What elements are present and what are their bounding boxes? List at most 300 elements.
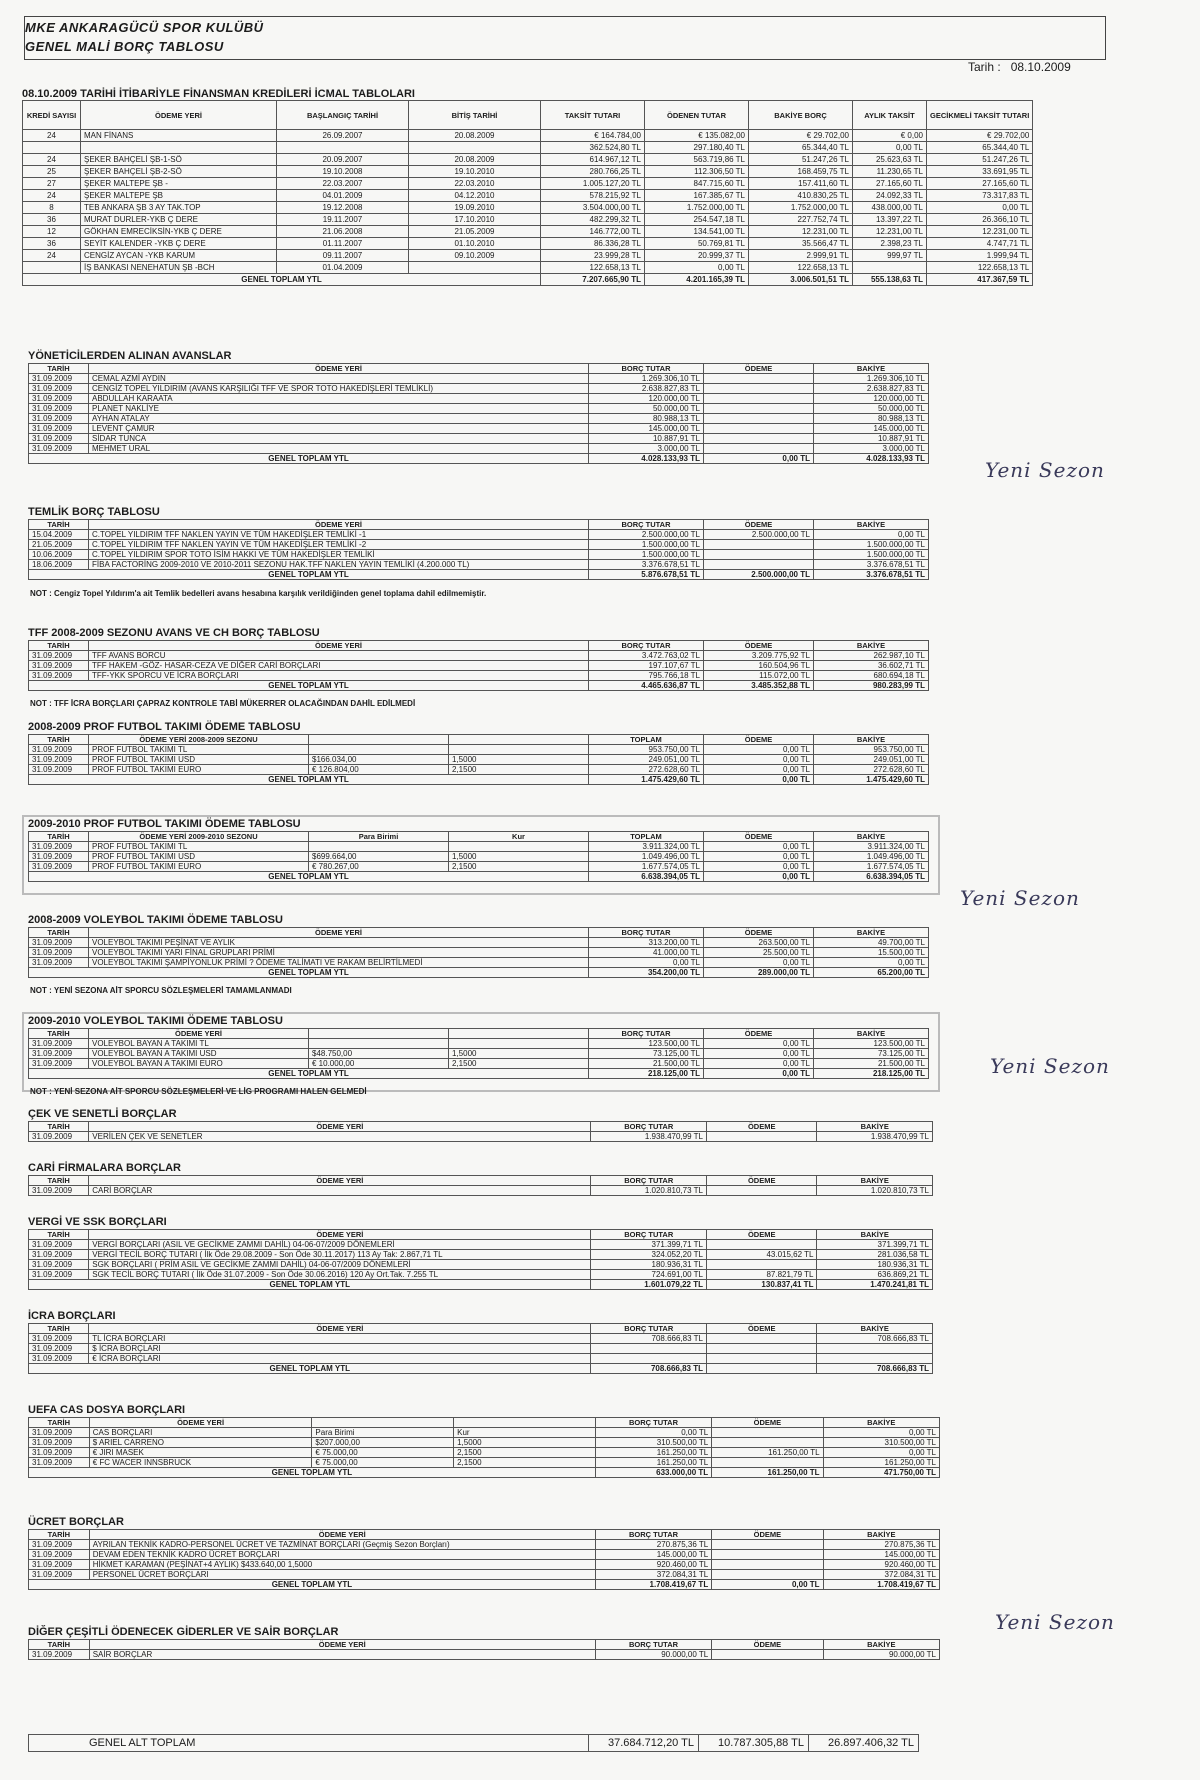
column-header: TARİH xyxy=(29,1640,90,1650)
table-cell: 1.500.000,00 TL xyxy=(814,550,929,560)
table-cell: 0,00 TL xyxy=(704,862,814,872)
table-cell: 65.344,40 TL xyxy=(749,142,853,154)
table-cell: 0,00 TL xyxy=(704,765,814,775)
table-row xyxy=(29,1344,933,1354)
header-row xyxy=(29,1122,933,1132)
column-header: BORÇ TUTAR xyxy=(595,1530,711,1540)
table-row xyxy=(29,1448,940,1458)
table-row xyxy=(29,661,929,671)
table-row xyxy=(29,1250,933,1260)
grand-total-row xyxy=(28,1734,919,1752)
total-value: 4.201.165,39 TL xyxy=(645,274,749,286)
total-value: 1.601.079,22 TL xyxy=(591,1280,707,1290)
table-cell: 145.000,00 TL xyxy=(814,424,929,434)
table-row xyxy=(29,671,929,681)
column-header: ÖDEME YERİ xyxy=(89,1176,591,1186)
table-cell: 35.566,47 TL xyxy=(749,238,853,250)
section-note: NOT : TFF İCRA BORÇLARI ÇAPRAZ KONTROLE TABİ MÜKERRER OLACAĞINDAN DAHİL EDİLMEDİ xyxy=(30,699,416,708)
column-header: ÖDEME YERİ xyxy=(89,1418,312,1428)
table-cell: € 164.784,00 xyxy=(541,130,645,142)
table-cell: 2,1500 xyxy=(449,862,589,872)
section-table xyxy=(28,1639,940,1660)
table-cell: 115.072,00 TL xyxy=(704,671,814,681)
column-header: ÖDEME xyxy=(704,641,814,651)
table-cell: 20.09.2007 xyxy=(277,154,409,166)
table-cell: 161.250,00 TL xyxy=(712,1448,823,1458)
column-header: BİTİŞ TARİHİ xyxy=(409,101,541,130)
table-cell: 1.269.306,10 TL xyxy=(814,374,929,384)
table-cell xyxy=(712,1428,823,1438)
table-cell: 1,5000 xyxy=(449,755,589,765)
column-header: ÖDEME YERİ xyxy=(81,101,277,130)
total-row xyxy=(29,1280,933,1290)
table-cell xyxy=(704,414,814,424)
table-cell: 1.500.000,00 TL xyxy=(589,550,704,560)
table-cell: İŞ BANKASI NENEHATUN ŞB -BCH xyxy=(81,262,277,274)
table-cell: 26.09.2007 xyxy=(277,130,409,142)
table-cell: 3.504.000,00 TL xyxy=(541,202,645,214)
table-cell xyxy=(704,384,814,394)
section-table xyxy=(28,1417,940,1478)
table-cell: 0,00 TL xyxy=(704,1049,814,1059)
table-cell xyxy=(817,1354,933,1364)
table-row xyxy=(29,862,929,872)
finance-credit-table xyxy=(22,100,1033,286)
column-header: ÖDEME YERİ 2008-2009 SEZONU xyxy=(89,735,309,745)
table-cell: 24 xyxy=(23,250,81,262)
table-row xyxy=(23,178,1033,190)
table-row xyxy=(29,765,929,775)
table-cell: 263.500,00 TL xyxy=(704,938,814,948)
column-header: TOPLAM xyxy=(589,832,704,842)
total-value xyxy=(706,1364,816,1374)
table-row xyxy=(29,1354,933,1364)
table-cell: VERGİ BORÇLARI (ASIL VE GECİKME ZAMMI DAHİL) 04-06-07/2009 DÖNEMLERİ xyxy=(89,1240,591,1250)
table-cell: 31.09.2009 xyxy=(29,755,89,765)
total-value: 1.470.241,81 TL xyxy=(817,1280,933,1290)
table-cell xyxy=(712,1438,823,1448)
table-cell: VOLEYBOL BAYAN A TAKIMI EURO xyxy=(89,1059,309,1069)
table-cell: 10.887,91 TL xyxy=(589,434,704,444)
column-header: ÖDEME xyxy=(706,1230,816,1240)
table-cell: 123.500,00 TL xyxy=(814,1039,929,1049)
table-cell: 01.10.2010 xyxy=(409,238,541,250)
column-header: Para Birimi xyxy=(309,832,449,842)
club-name: MKE ANKARAGÜCÜ SPOR KULÜBÜ xyxy=(25,20,264,35)
column-header: ÖDEME YERİ xyxy=(89,1029,309,1039)
column-header xyxy=(309,735,449,745)
table-cell: 31.09.2009 xyxy=(29,1570,90,1580)
table-cell: 31.09.2009 xyxy=(29,1438,90,1448)
document-header xyxy=(24,16,1106,60)
table-cell: 2.500.000,00 TL xyxy=(589,530,704,540)
table-row xyxy=(23,130,1033,142)
table-cell: 31.09.2009 xyxy=(29,1250,89,1260)
table-row xyxy=(29,530,929,540)
table-cell: 3.472.763,02 TL xyxy=(589,651,704,661)
section-table xyxy=(28,1175,933,1196)
table-row xyxy=(29,384,929,394)
table-row xyxy=(29,374,929,384)
column-header: GECİKMELİ TAKSİT TUTARI xyxy=(927,101,1033,130)
table-cell: 112.306,50 TL xyxy=(645,166,749,178)
table-cell: 3.376.678,51 TL xyxy=(814,560,929,570)
table-cell: 04.01.2009 xyxy=(277,190,409,202)
table-cell: 3.376.678,51 TL xyxy=(589,560,704,570)
table-cell: 22.03.2010 xyxy=(409,178,541,190)
column-header: ÖDEME YERİ xyxy=(89,1122,591,1132)
table-cell: CENGİZ AYCAN -YKB KARUM xyxy=(81,250,277,262)
table-row xyxy=(29,404,929,414)
table-cell: 31.09.2009 xyxy=(29,1132,89,1142)
column-header: BAKİYE xyxy=(814,520,929,530)
table-row xyxy=(29,414,929,424)
table-row xyxy=(29,842,929,852)
table-cell: 19.09.2010 xyxy=(409,202,541,214)
section-title: VERGİ VE SSK BORÇLARI xyxy=(28,1216,167,1228)
total-value: 1.708.419,67 TL xyxy=(823,1580,939,1590)
table-row xyxy=(29,1550,940,1560)
table-cell: 180.936,31 TL xyxy=(817,1260,933,1270)
total-value: 4.465.636,87 TL xyxy=(589,681,704,691)
total-value: 5.876.678,51 TL xyxy=(589,570,704,580)
table-cell: CEMAL AZMİ AYDIN xyxy=(89,374,589,384)
column-header: AYLIK TAKSİT xyxy=(853,101,927,130)
table-cell: 920.460,00 TL xyxy=(823,1560,939,1570)
table-cell: 281.036,58 TL xyxy=(817,1250,933,1260)
table-cell: TFF AVANS BORCU xyxy=(89,651,589,661)
table-cell: 0,00 TL xyxy=(704,958,814,968)
table-row xyxy=(23,166,1033,178)
table-cell: 1.005.127,20 TL xyxy=(541,178,645,190)
table-cell: € 10.000,00 xyxy=(309,1059,449,1069)
total-row xyxy=(29,1580,940,1590)
table-cell: PLANET NAKLİYE xyxy=(89,404,589,414)
document-date: Tarih : 08.10.2009 xyxy=(968,60,1071,74)
table-cell: 31.09.2009 xyxy=(29,434,89,444)
table-cell: SİDAR TUNCA xyxy=(89,434,589,444)
table-cell: 21.500,00 TL xyxy=(814,1059,929,1069)
table-cell: 371.399,71 TL xyxy=(591,1240,707,1250)
table-cell: 122.658,13 TL xyxy=(927,262,1033,274)
table-cell: 65.344,40 TL xyxy=(927,142,1033,154)
table-cell: 31.09.2009 xyxy=(29,765,89,775)
table-row xyxy=(29,1570,940,1580)
column-header: ÖDEME YERİ xyxy=(89,1230,591,1240)
table-cell xyxy=(704,560,814,570)
column-header: TARİH xyxy=(29,1324,89,1334)
column-header: BORÇ TUTAR xyxy=(595,1418,711,1428)
table-cell: 51.247,26 TL xyxy=(927,154,1033,166)
table-cell: 3.911.324,00 TL xyxy=(814,842,929,852)
total-value: 4.028.133,93 TL xyxy=(814,454,929,464)
table-cell: € 29.702,00 xyxy=(927,130,1033,142)
table-cell: 11.230,65 TL xyxy=(853,166,927,178)
table-cell: 372.084,31 TL xyxy=(823,1570,939,1580)
section-table xyxy=(28,1028,929,1079)
table-cell: 1.677.574,05 TL xyxy=(814,862,929,872)
total-value: 7.207.665,90 TL xyxy=(541,274,645,286)
column-header xyxy=(454,1418,596,1428)
table-cell: FİBA FACTORİNG 2009-2010 VE 2010-2011 SEZONU HAK.TFF NAKLEN YAYIN TEMLİKİ (4.200.000 TL) xyxy=(89,560,589,570)
column-header: TARİH xyxy=(29,735,89,745)
table-cell xyxy=(704,444,814,454)
table-cell: ŞEKER BAHÇELİ ŞB-1-SÖ xyxy=(81,154,277,166)
total-label: GENEL TOPLAM YTL xyxy=(29,968,589,978)
table-cell: VOLEYBOL TAKIMI YARI FİNAL GRUPLARI PRİMİ xyxy=(89,948,589,958)
table-cell: 0,00 TL xyxy=(823,1428,939,1438)
table-row xyxy=(23,238,1033,250)
table-cell: 227.752,74 TL xyxy=(749,214,853,226)
grand-total-label: GENEL ALT TOPLAM xyxy=(29,1735,589,1752)
header-row xyxy=(29,1640,940,1650)
table-cell: 1,5000 xyxy=(449,1049,589,1059)
table-cell: 161.250,00 TL xyxy=(595,1448,711,1458)
table-cell: 324.052,20 TL xyxy=(591,1250,707,1260)
table-cell xyxy=(309,1039,449,1049)
table-cell: 920.460,00 TL xyxy=(595,1560,711,1570)
total-row xyxy=(29,775,929,785)
table-cell: CAS BORÇLARI xyxy=(89,1428,312,1438)
table-cell: 1.020.810,73 TL xyxy=(817,1186,933,1196)
table-cell: 73.125,00 TL xyxy=(814,1049,929,1059)
table-cell: 1.752.000,00 TL xyxy=(645,202,749,214)
table-cell: 1.269.306,10 TL xyxy=(589,374,704,384)
section-title: 2008-2009 PROF FUTBOL TAKIMI ÖDEME TABLOSU xyxy=(28,721,301,733)
table-cell: 847.715,60 TL xyxy=(645,178,749,190)
table-cell xyxy=(712,1560,823,1570)
table-cell: PROF FUTBOL TAKIMI USD xyxy=(89,755,309,765)
column-header: ÖDEME xyxy=(704,735,814,745)
table-cell: € JIRI MASEK xyxy=(89,1448,312,1458)
header-row xyxy=(29,1029,929,1039)
table-cell: $48.750,00 xyxy=(309,1049,449,1059)
table-cell: 27.165,60 TL xyxy=(853,178,927,190)
table-cell: € 126.804,00 xyxy=(309,765,449,775)
column-header: ÖDEME YERİ 2009-2010 SEZONU xyxy=(89,832,309,842)
total-value: 218.125,00 TL xyxy=(589,1069,704,1079)
grand-total-odeme: 10.787.305,88 TL xyxy=(699,1735,809,1752)
table-cell: 1.049.496,00 TL xyxy=(589,852,704,862)
table-cell: 25 xyxy=(23,166,81,178)
table-cell: 22.03.2007 xyxy=(277,178,409,190)
table-cell xyxy=(706,1354,816,1364)
column-header: TARİH xyxy=(29,520,89,530)
table-cell: 795.766,18 TL xyxy=(589,671,704,681)
table-row xyxy=(29,1240,933,1250)
table-cell: CARİ BORÇLAR xyxy=(89,1186,591,1196)
table-cell: 270.875,36 TL xyxy=(823,1540,939,1550)
section-title: 2009-2010 VOLEYBOL TAKIMI ÖDEME TABLOSU xyxy=(28,1015,283,1027)
table-cell: € 0,00 xyxy=(853,130,927,142)
table-cell: 0,00 TL xyxy=(814,958,929,968)
table-cell: 262.987,10 TL xyxy=(814,651,929,661)
table-cell xyxy=(706,1260,816,1270)
table-cell: 31.09.2009 xyxy=(29,1049,89,1059)
table-row xyxy=(29,1132,933,1142)
table-row xyxy=(23,202,1033,214)
total-value: 555.138,63 TL xyxy=(853,274,927,286)
table-cell: € FC WACER INNSBRUCK xyxy=(89,1458,312,1468)
table-cell: 1.938.470,99 TL xyxy=(591,1132,707,1142)
table-cell: 51.247,26 TL xyxy=(749,154,853,166)
section-table xyxy=(28,1121,933,1142)
column-header: ÖDEME xyxy=(704,364,814,374)
table-cell: 23.999,28 TL xyxy=(541,250,645,262)
table-cell: $207.000,00 xyxy=(312,1438,454,1448)
table-row xyxy=(29,1458,940,1468)
table-cell: € 75.000,00 xyxy=(312,1448,454,1458)
total-row xyxy=(29,454,929,464)
table-cell: 1.500.000,00 TL xyxy=(589,540,704,550)
table-cell xyxy=(704,550,814,560)
table-cell: 31.09.2009 xyxy=(29,1186,89,1196)
document-title: GENEL MALİ BORÇ TABLOSU xyxy=(25,39,224,54)
table-row xyxy=(29,394,929,404)
column-header: TARİH xyxy=(29,832,89,842)
table-cell: 1,5000 xyxy=(449,852,589,862)
table-cell: 3.911.324,00 TL xyxy=(589,842,704,852)
table-cell: 8 xyxy=(23,202,81,214)
total-label: GENEL TOPLAM YTL xyxy=(29,1069,589,1079)
table-cell: 31.09.2009 xyxy=(29,1039,89,1049)
table-cell: 160.504,96 TL xyxy=(704,661,814,671)
header-row xyxy=(29,928,929,938)
table-cell: 2,1500 xyxy=(454,1448,596,1458)
table-cell: 17.10.2010 xyxy=(409,214,541,226)
table-row xyxy=(29,1059,929,1069)
section-note: NOT : YENİ SEZONA AİT SPORCU SÖZLEŞMELERİ VE LİG PROGRAMI HALEN GELMEDİ xyxy=(30,1087,367,1096)
total-value: 633.000,00 TL xyxy=(595,1468,711,1478)
handwritten-note: Yeni Sezon xyxy=(960,886,1080,910)
header-row xyxy=(29,1176,933,1186)
total-value: 708.666,83 TL xyxy=(591,1364,707,1374)
table-cell: 122.658,13 TL xyxy=(749,262,853,274)
table-cell: AYRILAN TEKNİK KADRO-PERSONEL ÜCRET VE TAZMİNAT BORÇLARI (Geçmiş Sezon Borçları) xyxy=(89,1540,595,1550)
table-cell: 01.11.2007 xyxy=(277,238,409,250)
table-cell xyxy=(449,1039,589,1049)
column-header: BAKİYE xyxy=(823,1418,939,1428)
table-cell: 1.500.000,00 TL xyxy=(814,540,929,550)
table-cell: 36 xyxy=(23,214,81,226)
table-cell: 31.09.2009 xyxy=(29,394,89,404)
column-header xyxy=(312,1418,454,1428)
table-cell: MEHMET URAL xyxy=(89,444,589,454)
table-row xyxy=(23,250,1033,262)
table-cell: 20.08.2009 xyxy=(409,130,541,142)
table-cell xyxy=(81,142,277,154)
table-cell: 21.500,00 TL xyxy=(589,1059,704,1069)
table-cell: 19.12.2008 xyxy=(277,202,409,214)
table-cell xyxy=(712,1570,823,1580)
column-header: ÖDEME xyxy=(704,520,814,530)
table-cell: C.TOPEL YILDIRIM TFF NAKLEN YAYIN VE TÜM HAKEDİŞLER TEMLİKİ -1 xyxy=(89,530,589,540)
table-cell: 27 xyxy=(23,178,81,190)
column-header: BAKİYE xyxy=(814,832,929,842)
total-row xyxy=(29,1468,940,1478)
total-row xyxy=(29,570,929,580)
table-cell: TL İCRA BORÇLARI xyxy=(89,1334,591,1344)
table-row xyxy=(29,1428,940,1438)
total-row xyxy=(29,872,929,882)
table-cell: MURAT DURLER-YKB Ç DERE xyxy=(81,214,277,226)
total-value: 980.283,99 TL xyxy=(814,681,929,691)
total-row xyxy=(23,274,1033,286)
table-cell: € 135.082,00 xyxy=(645,130,749,142)
table-cell: 122.658,13 TL xyxy=(541,262,645,274)
header-row xyxy=(29,641,929,651)
table-cell: 31.09.2009 xyxy=(29,1540,90,1550)
table-cell: C.TOPEL YILDIRIM TFF NAKLEN YAYIN VE TÜM HAKEDİŞLER TEMLİKİ -2 xyxy=(89,540,589,550)
table-cell: 3.000,00 TL xyxy=(589,444,704,454)
table-cell: 12.231,00 TL xyxy=(853,226,927,238)
column-header: TAKSİT TUTARI xyxy=(541,101,645,130)
table-row xyxy=(29,745,929,755)
table-cell: 2.638.827,83 TL xyxy=(589,384,704,394)
table-cell: 31.09.2009 xyxy=(29,1428,90,1438)
table-cell: 09.10.2009 xyxy=(409,250,541,262)
total-value: 218.125,00 TL xyxy=(814,1069,929,1079)
table-cell: 31.09.2009 xyxy=(29,1550,90,1560)
column-header: ÖDEME xyxy=(712,1418,823,1428)
table-cell: 01.04.2009 xyxy=(277,262,409,274)
table-cell: 50.000,00 TL xyxy=(814,404,929,414)
column-header: KREDİ SAYISI xyxy=(23,101,81,130)
column-header: TARİH xyxy=(29,928,89,938)
table-cell xyxy=(712,1458,823,1468)
table-cell: 0,00 TL xyxy=(704,1039,814,1049)
total-value: 1.708.419,67 TL xyxy=(595,1580,711,1590)
table-cell: 86.336,28 TL xyxy=(541,238,645,250)
table-row xyxy=(23,190,1033,202)
total-value: 0,00 TL xyxy=(704,872,814,882)
total-value: 1.475.429,60 TL xyxy=(814,775,929,785)
column-header: ÖDEME xyxy=(704,928,814,938)
table-row xyxy=(29,434,929,444)
table-cell: 31.09.2009 xyxy=(29,1448,90,1458)
column-header: BAKİYE BORÇ xyxy=(749,101,853,130)
header-row xyxy=(29,1418,940,1428)
table-cell: 2,1500 xyxy=(454,1458,596,1468)
table-cell: PROF FUTBOL TAKIMI USD xyxy=(89,852,309,862)
table-cell: 1.752.000,00 TL xyxy=(749,202,853,214)
table-cell: 25.623,63 TL xyxy=(853,154,927,166)
total-value: 65.200,00 TL xyxy=(814,968,929,978)
column-header: BORÇ TUTAR xyxy=(591,1324,707,1334)
column-header: BAKİYE xyxy=(817,1122,933,1132)
table-cell: 2.398,23 TL xyxy=(853,238,927,250)
section-title: 2009-2010 PROF FUTBOL TAKIMI ÖDEME TABLOSU xyxy=(28,818,301,830)
table-cell: VERİLEN ÇEK VE SENETLER xyxy=(89,1132,591,1142)
column-header: BORÇ TUTAR xyxy=(591,1122,707,1132)
total-row xyxy=(29,681,929,691)
section-title: İCRA BORÇLARI xyxy=(28,1310,116,1322)
table-cell: ŞEKER MALTEPE ŞB xyxy=(81,190,277,202)
section-table xyxy=(28,1529,940,1590)
column-header: BAKİYE xyxy=(814,735,929,745)
table-cell: AYHAN ATALAY xyxy=(89,414,589,424)
table-cell: 36 xyxy=(23,238,81,250)
column-header: BORÇ TUTAR xyxy=(589,641,704,651)
column-header: BORÇ TUTAR xyxy=(591,1230,707,1240)
table-cell: ŞEKER MALTEPE ŞB - xyxy=(81,178,277,190)
total-label: GENEL TOPLAM YTL xyxy=(29,1580,596,1590)
table-row xyxy=(29,1039,929,1049)
total-value: 0,00 TL xyxy=(704,1069,814,1079)
table-cell: 272.628,60 TL xyxy=(814,765,929,775)
table-cell xyxy=(712,1550,823,1560)
table-cell: 10.887,91 TL xyxy=(814,434,929,444)
